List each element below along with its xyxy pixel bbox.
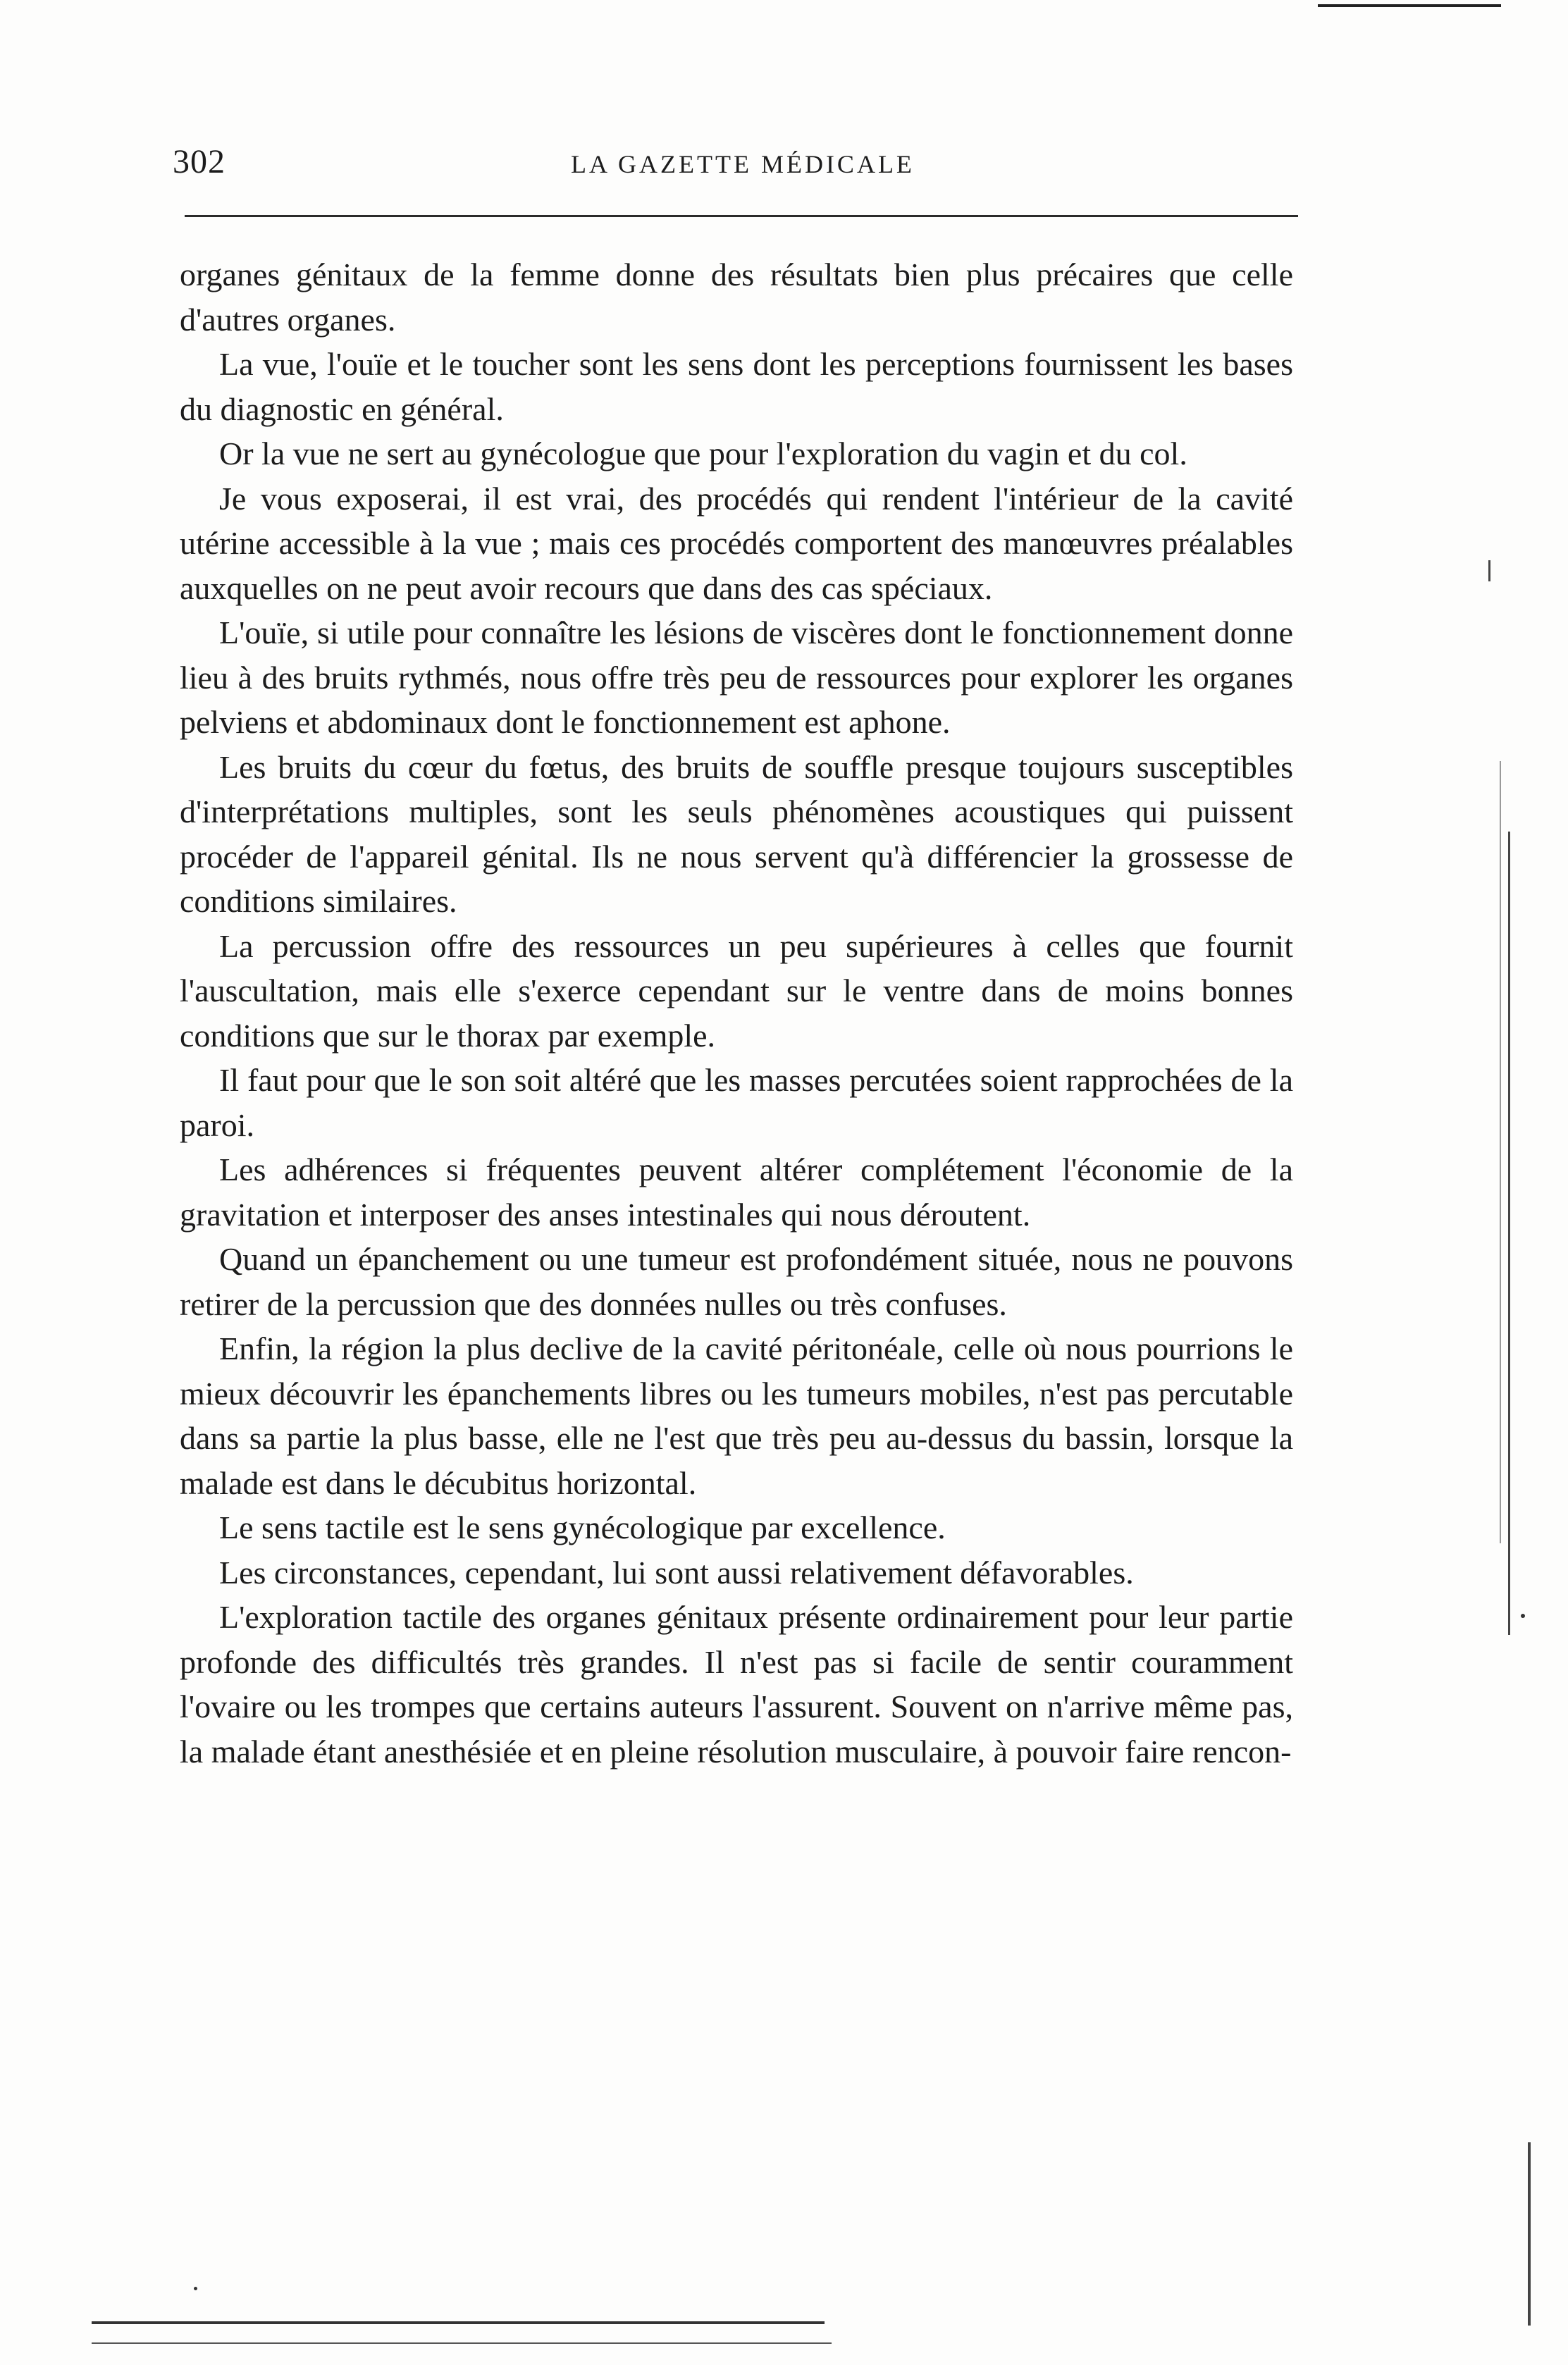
paragraph: Je vous exposerai, il est vrai, des procédés qui rendent l'intérieur de la cavité utérine accessible à la vue ; mais ces procédés comportent des manœuvres préalables auxquelles on ne peut avoir recours que dans des cas spéciaux. <box>180 480 1293 606</box>
paragraph: Les adhérences si fréquentes peuvent altérer complétement l'économie de la gravitation et interposer des anses intestinales qui nous déroutent. <box>180 1151 1293 1233</box>
paragraph: Le sens tactile est le sens gynécologique par excellence. <box>219 1509 946 1545</box>
scan-speck <box>194 2287 197 2290</box>
scan-speck <box>1521 1614 1525 1618</box>
scan-mark <box>1508 832 1510 1635</box>
bottom-edge-rule <box>92 2342 832 2344</box>
paragraph: Quand un épanchement ou une tumeur est profondément située, nous ne pouvons retirer de la percussion que des données nulles ou très confuses. <box>180 1241 1293 1322</box>
paragraph: L'exploration tactile des organes génitaux présente ordinairement pour leur partie profonde des difficultés très grandes. Il n'est pas si facile de sentir couramment l'ovaire ou les trompes que certains auteurs l'assurent. Souvent on n'arrive même pas, la malade étant anesthésiée et en pleine résolution musculaire, à pouvoir faire rencon- <box>180 1599 1293 1770</box>
body-text <box>180 252 1293 1774</box>
paragraph: Les circonstances, cependant, lui sont aussi relativement défavorables. <box>219 1554 1134 1591</box>
paragraph: Il faut pour que le son soit altéré que les masses percutées soient rapprochées de la paroi. <box>180 1062 1293 1143</box>
header-rule <box>185 215 1298 217</box>
scan-mark <box>1500 761 1501 1543</box>
paragraph: Les bruits du cœur du fœtus, des bruits de souffle presque toujours susceptibles d'interprétations multiples, sont les seuls phénomènes acoustiques qui puissent procéder de l'appareil génital. Ils ne nous servent qu'à différencier la grossesse de conditions similaires. <box>180 748 1293 919</box>
page-number: 302 <box>173 143 226 180</box>
bottom-edge-rule <box>92 2321 825 2324</box>
paragraph: Or la vue ne sert au gynécologue que pour l'exploration du vagin et du col. <box>219 436 1187 471</box>
paragraph: La vue, l'ouïe et le toucher sont les sens dont les perceptions fournissent les bases du diagnostic en général. <box>180 346 1293 427</box>
paragraph: organes génitaux de la femme donne des résultats bien plus précaires que celle d'autres organes. <box>180 257 1293 338</box>
journal-title: LA GAZETTE MÉDICALE <box>571 150 915 178</box>
scan-mark <box>1528 2142 1531 2326</box>
running-head <box>173 141 1283 190</box>
scan-mark <box>1488 560 1490 581</box>
top-edge-rule <box>1318 4 1501 7</box>
paragraph: Enfin, la région la plus declive de la cavité péritonéale, celle où nous pourrions le mieux découvrir les épanchements libres ou les tumeurs mobiles, n'est pas percutable dans sa partie la plus basse, elle ne l'est que très peu au-dessus du bassin, lorsque la malade est dans le décubitus horizontal. <box>180 1330 1293 1501</box>
paragraph: L'ouïe, si utile pour connaître les lésions de viscères dont le fonctionnement donne lieu à des bruits rythmés, nous offre très peu de ressources pour explorer les organes pelviens et abdominaux dont le fonctionnement est aphone. <box>180 615 1293 740</box>
paragraph: La percussion offre des ressources un peu supérieures à celles que fournit l'auscultation, mais elle s'exerce cependant sur le ventre dans de moins bonnes conditions que sur le thorax par exemple. <box>180 927 1293 1054</box>
